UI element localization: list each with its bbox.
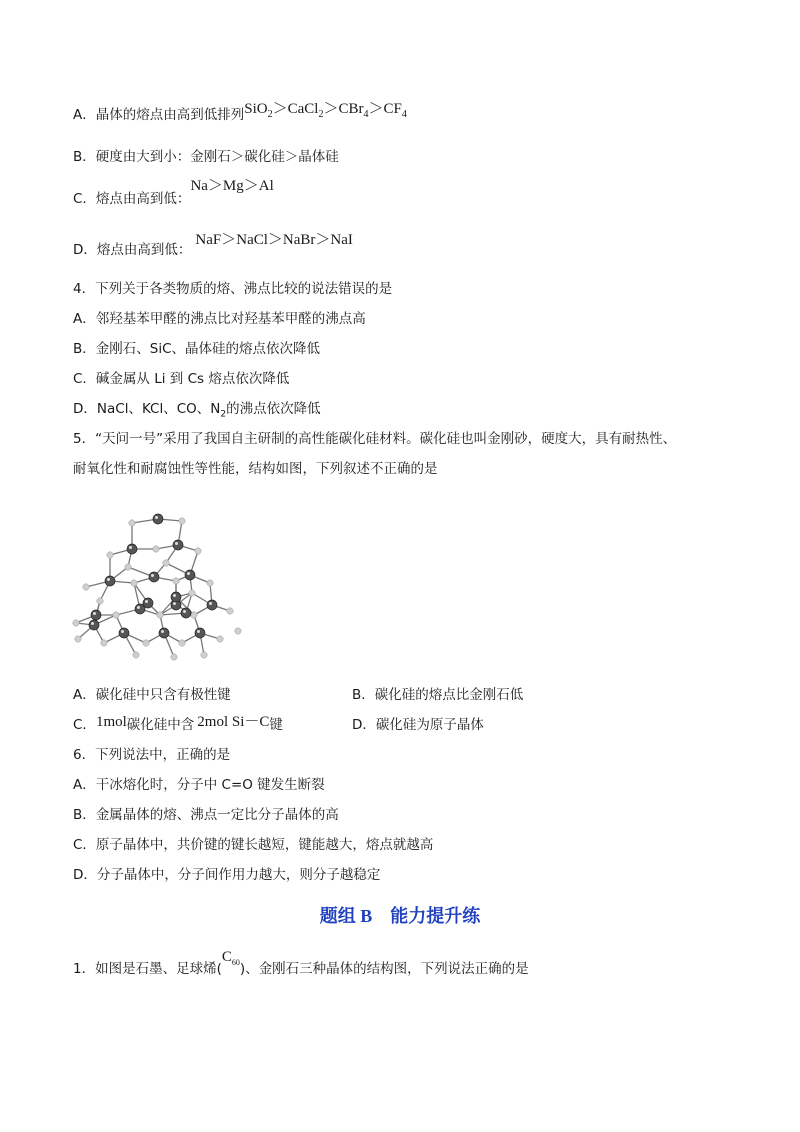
silicon-atom [83, 584, 89, 590]
qb1-formula [222, 949, 240, 965]
atom-highlight [161, 630, 164, 633]
atom-highlight [107, 578, 110, 581]
formula-part: ＞CaCl [272, 101, 319, 117]
silicon-atom [171, 654, 177, 660]
q5-option-c-text: 碳化硅中含 [126, 717, 195, 733]
q4-option-d [73, 400, 321, 424]
atom-highlight [187, 572, 190, 575]
carbon-atom [153, 514, 163, 524]
silicon-atom [189, 590, 195, 596]
silicon-atom [131, 580, 137, 586]
silicon-atom [97, 598, 103, 604]
formula-part: SiO [244, 101, 268, 117]
qb1-stem [73, 949, 529, 984]
q5-stem-line2: 耐氧化性和耐腐蚀性等性能，结构如图，下列叙述不正确的是 [73, 461, 438, 477]
silicon-atom [73, 620, 79, 626]
silicon-atom [195, 548, 201, 554]
q6-option-c: C．原子晶体中，共价键的键长越短，键能越大，熔点就越高 [73, 837, 434, 853]
section-heading [0, 902, 800, 928]
q5-option-a: A．碳化硅中只含有极性键 [73, 687, 231, 703]
silicon-atom [179, 640, 185, 646]
silicon-atom [191, 612, 197, 618]
q3-option-a [73, 101, 407, 130]
silicon-atom [113, 612, 119, 618]
atom-highlight [151, 574, 154, 577]
carbon-atom [181, 608, 191, 618]
q6-option-b: B．金属晶体的熔、沸点一定比分子晶体的高 [73, 807, 339, 823]
atom-highlight [173, 602, 176, 605]
silicon-atom [75, 636, 81, 642]
q3-option-c-formula: Na＞Mg＞Al [190, 178, 274, 194]
q4-option-c: C．碱金属从 Li 到 Cs 熔点依次降低 [73, 371, 290, 387]
q4-stem: 4．下列关于各类物质的熔、沸点比较的说法错误的是 [73, 281, 393, 297]
q6-option-a: A．干冰熔化时，分子中 C=O 键发生断裂 [73, 777, 325, 793]
q5-option-b: B．碳化硅的熔点比金刚石低 [352, 687, 524, 703]
carbon-atom [195, 628, 205, 638]
q5-option-c-amount: 1mol [95, 714, 127, 730]
carbon-atom [119, 628, 129, 638]
q3-option-c-text: C．熔点由高到低： [73, 191, 191, 207]
bond-lines [76, 519, 230, 657]
section-group-label: 题组 B [319, 906, 373, 926]
atom-highlight [145, 600, 148, 603]
silicon-atom [217, 636, 223, 642]
silicon-atom [129, 520, 135, 526]
silicon-atom [179, 518, 185, 524]
formula-sub: 4 [401, 109, 407, 120]
atom-highlight [197, 630, 200, 633]
carbon-atom [207, 600, 217, 610]
q3-option-a-text: A．晶体的熔点由高到低排列 [73, 107, 245, 123]
section-title: 能力提升练 [390, 906, 481, 926]
silicon-atom [153, 546, 159, 552]
carbon-atom [89, 620, 99, 630]
q3-option-a-formula [244, 101, 407, 120]
q5-option-c-label: C． [73, 717, 96, 733]
q5-option-c-tail: 键 [269, 717, 283, 733]
formula-sub: 2 [318, 109, 324, 120]
atom-highlight [129, 546, 132, 549]
carbon-atom [127, 544, 137, 554]
q3-option-c [73, 178, 274, 208]
q5-option-c [73, 716, 283, 734]
atom-highlight [93, 612, 96, 615]
atom-highlight [137, 606, 140, 609]
silicon-atom [201, 652, 207, 658]
q6-option-d: D．分子晶体中，分子间作用力越大，则分子越稳定 [73, 867, 381, 883]
q6-stem: 6．下列说法中，正确的是 [73, 747, 231, 763]
carbon-atom [105, 576, 115, 586]
silicon-atom [227, 608, 233, 614]
q5-option-d: D．碳化硅为原子晶体 [352, 717, 484, 733]
q5-stem-line1: 5．“天问一号”采用了我国自主研制的高性能碳化硅材料。碳化硅也叫金刚砂，硬度大，具有耐热性、 [73, 431, 677, 447]
q3-option-d-text: D．熔点由高到低： [73, 242, 192, 258]
qb1-formula-sub: 60 [231, 958, 240, 967]
q3-option-d [73, 232, 353, 259]
carbon-atom [159, 628, 169, 638]
carbon-atom [143, 598, 153, 608]
q4-option-b: B．金刚石、SiC、晶体硅的熔点依次降低 [73, 341, 321, 357]
sic-structure-figure [70, 505, 250, 665]
silicon-atom [107, 552, 113, 558]
atom-highlight [175, 542, 178, 545]
atom-highlight [173, 594, 176, 597]
q4-option-d-sub: 2 [220, 409, 227, 420]
qb1-stem-prefix: 1．如图是石墨、足球烯( [73, 961, 222, 977]
formula-sub: 2 [267, 109, 273, 120]
carbon-atom [91, 610, 101, 620]
formula-part: ＞CF [368, 101, 402, 117]
carbon-atom [171, 592, 181, 602]
q3-option-d-formula: NaF＞NaCl＞NaBr＞NaI [195, 232, 353, 248]
carbon-atom [185, 570, 195, 580]
qb1-stem-suffix: )、金刚石三种晶体的结构图，下列说法正确的是 [239, 961, 529, 977]
q4-option-d-text: D．NaCl、KCl、CO、N [73, 401, 221, 417]
q3-option-b: B．硬度由大到小：金刚石＞碳化硅＞晶体硅 [73, 149, 339, 165]
q4-option-d-tail: 的沸点依次降低 [226, 401, 321, 417]
silicon-atom [173, 578, 179, 584]
atom-highlight [91, 622, 94, 625]
q5-option-c-bond: 2mol Si－C [197, 714, 270, 730]
silicon-atom [143, 640, 149, 646]
atom-highlight [183, 610, 186, 613]
atom-highlight [155, 516, 158, 519]
carbon-atom [149, 572, 159, 582]
carbon-atom [173, 540, 183, 550]
q4-option-a: A．邻羟基苯甲醛的沸点比对羟基苯甲醛的沸点高 [73, 311, 366, 327]
silicon-atom [157, 612, 163, 618]
silicon-atom [133, 652, 139, 658]
silicon-atom [163, 560, 169, 566]
silicon-atom [125, 564, 131, 570]
silicon-atom [207, 580, 213, 586]
atom-highlight [121, 630, 124, 633]
qb1-formula-symbol: C [221, 949, 232, 965]
formula-sub: 4 [363, 109, 369, 120]
atom-highlight [209, 602, 212, 605]
silicon-atom [101, 640, 107, 646]
silicon-atom [235, 628, 241, 634]
formula-part: ＞CBr [323, 101, 364, 117]
